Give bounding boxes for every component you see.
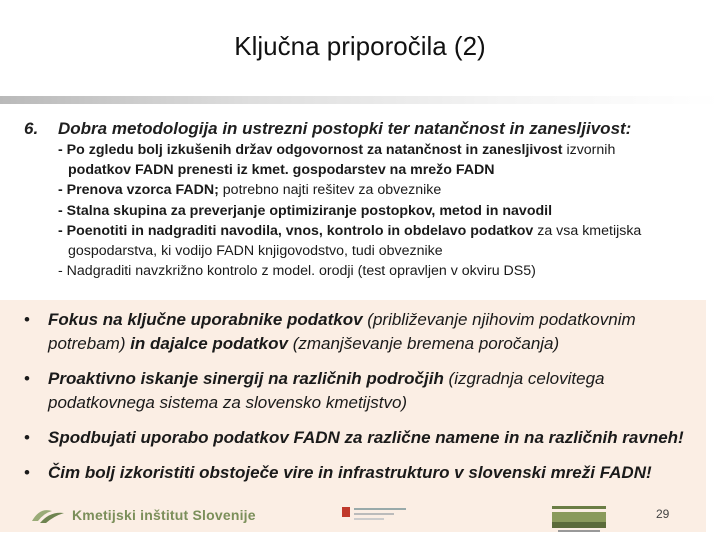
recommendation-number: 6. xyxy=(24,119,39,138)
bullet-strong: Proaktivno iskanje sinergij na različnih področjih xyxy=(48,369,444,388)
sub-point xyxy=(58,180,718,200)
sub-point-bold: - Stalna skupina za preverjanje optimiziranje postopkov, metod in navodil xyxy=(58,202,553,219)
bullet-normal: (približevanje njihovim podatkovnim potrebam) xyxy=(48,310,636,353)
sub-point xyxy=(58,261,718,281)
sub-point-text: potrebno najti rešitev za obveznike xyxy=(218,182,442,199)
sub-point-text: - Nadgraditi navzkrižno kontrolo z model. orodji (test opravljen v okviru DS5) xyxy=(58,263,536,280)
sub-point-bold: - Prenova vzorca FADN; xyxy=(58,182,219,199)
title-divider xyxy=(0,96,720,104)
institute-name: Kmetijski inštitut Slovenije xyxy=(72,507,256,523)
recommendation-heading xyxy=(24,118,714,140)
sub-point xyxy=(58,221,718,241)
bullet-strong: in dajalce podatkov xyxy=(130,334,288,353)
sub-point xyxy=(58,241,718,261)
bullet-strong: Fokus na ključne uporabnike podatkov xyxy=(48,310,363,329)
bullet-item xyxy=(22,367,702,415)
sub-point xyxy=(58,140,718,160)
slide-title: Ključna priporočila (2) xyxy=(234,31,486,61)
institute-logo xyxy=(30,504,256,526)
sub-point-text: za vsa kmetijska xyxy=(533,222,642,239)
institute-logo-mark-icon xyxy=(30,505,66,525)
bullet-dot-icon: • xyxy=(24,428,30,447)
sub-point-text: gospodarstva, ki vodijo FADN knjigovodstvo, tudi obveznike xyxy=(68,243,443,260)
bullet-normal: (zmanjševanje bremena poročanja) xyxy=(287,334,560,353)
sub-point-bold: - Poenotiti in nadgraditi navodila, vnos, kontrolo in obdelavo podatkov xyxy=(58,222,534,239)
sub-point-bold: podatkov FADN prenesti iz kmet. gospodarstev na mrežo FADN xyxy=(68,162,495,179)
bullet-normal: (izgradnja celovitega podatkovnega sistema za slovensko kmetijstvo) xyxy=(48,369,605,412)
bullet-item xyxy=(22,308,702,356)
sub-point xyxy=(58,201,718,221)
sub-points-list xyxy=(58,140,718,281)
bullet-item xyxy=(22,461,702,485)
recommendation-text: Dobra metodologija in ustrezni postopki ter natančnost in zanesljivost: xyxy=(58,119,632,138)
partner-logo-icon xyxy=(340,504,410,524)
bullet-strong: Spodbujati uporabo podatkov FADN za različne namene in na različnih ravneh! xyxy=(48,428,684,447)
sub-point-text: izvornih xyxy=(562,142,616,158)
bullet-dot-icon: • xyxy=(24,463,30,482)
bullet-dot-icon: • xyxy=(24,310,30,329)
fadn-logo-icon xyxy=(548,504,610,534)
sub-point-bold: - Po zgledu bolj izkušenih držav odgovornost za natančnost in zanesljivost xyxy=(58,142,563,158)
sub-point xyxy=(58,160,718,180)
bullet-dot-icon: • xyxy=(24,369,30,388)
bullet-strong: Čim bolj izkoristiti obstoječe vire in infrastrukturo v slovenski mreži FADN! xyxy=(48,463,652,482)
page-number: 29 xyxy=(656,507,670,521)
bullet-item xyxy=(22,426,702,450)
bullet-list xyxy=(22,308,702,496)
